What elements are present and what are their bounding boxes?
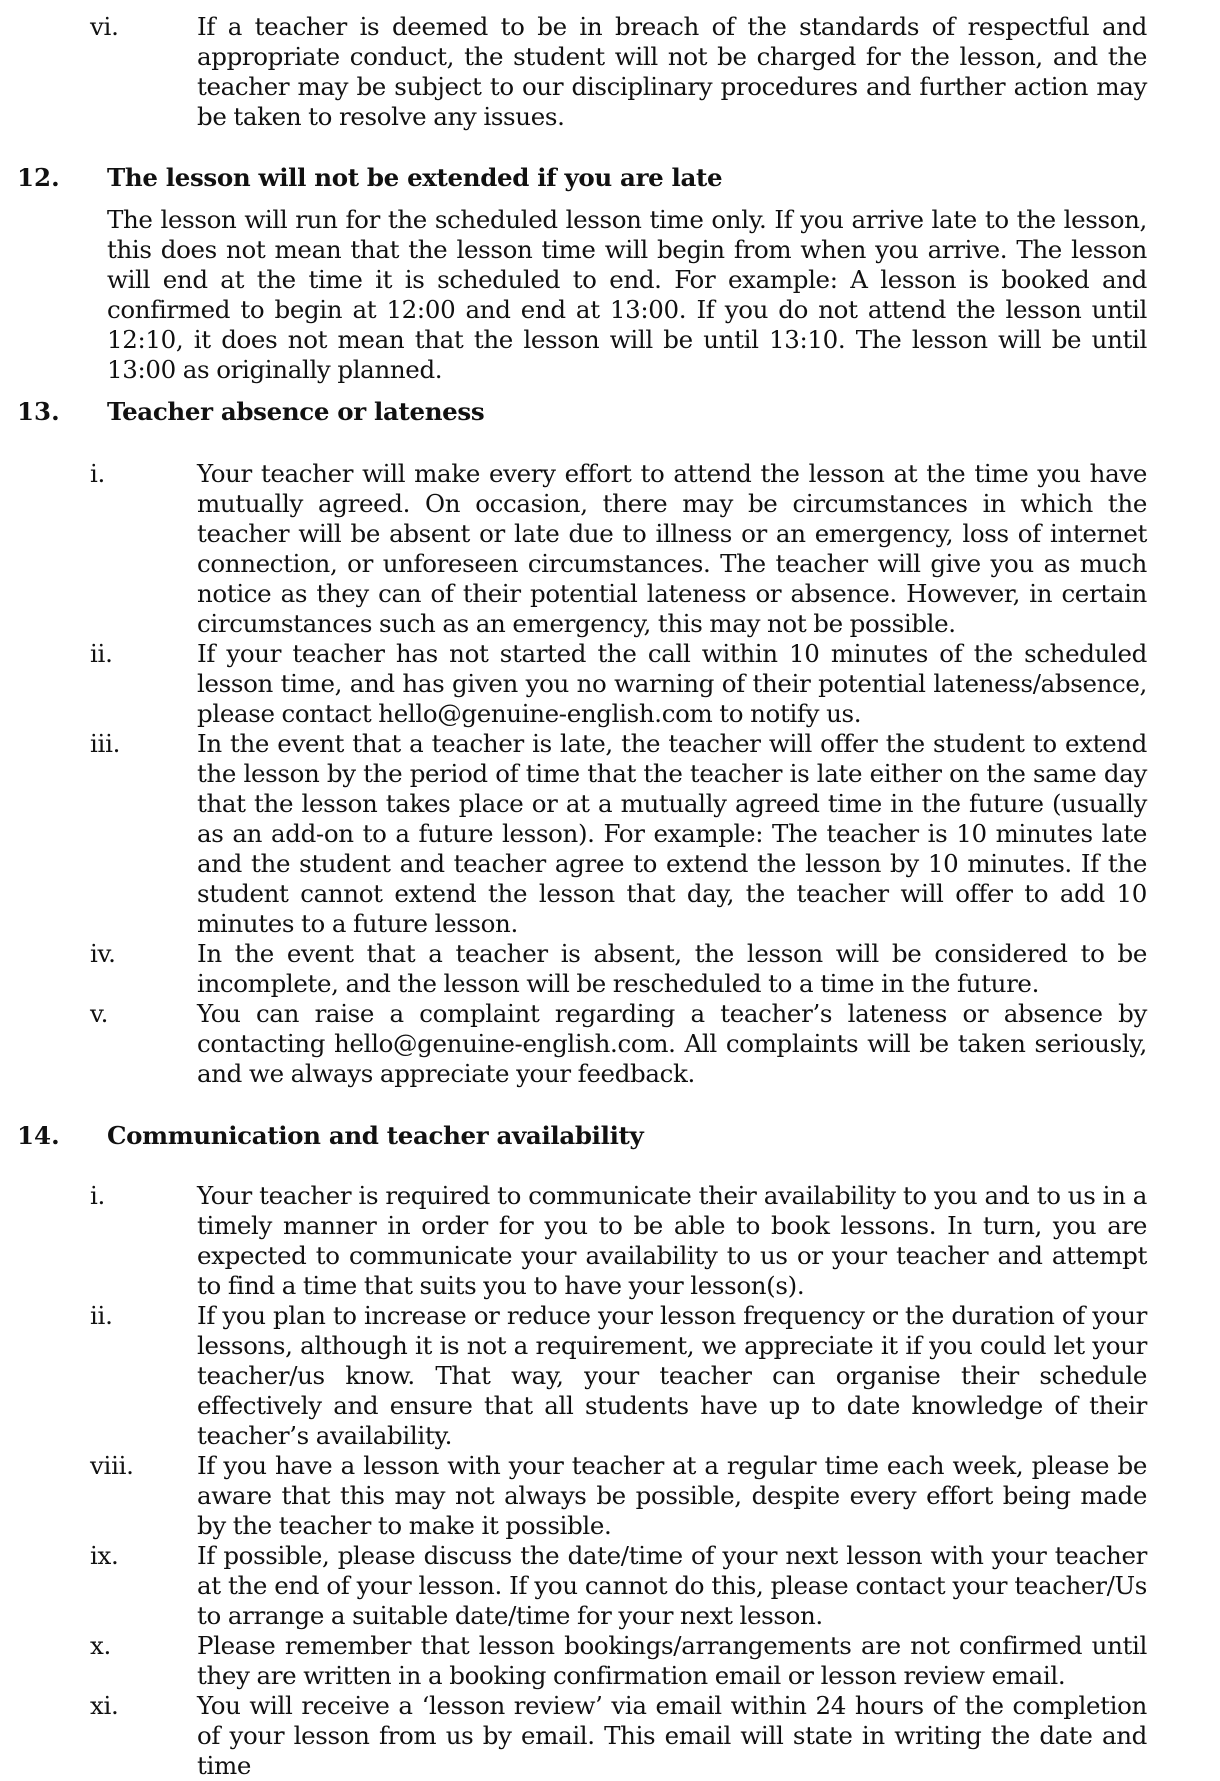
list-item-text: You can raise a complaint regarding a teacher’s lateness or absence by contacting hello@genuine-english.com. All complaints will be taken seriously, and we always appreciate your feedback. (197, 999, 1147, 1088)
list-item-text: In the event that a teacher is late, the teacher will offer the student to extend the lesson by the period of time that the teacher is late either on the same day that the lesson takes place or at a mutually agreed time in the future (usually as an add-on to a future lesson). For example: The teacher is 10 minutes late and the student and teacher agree to extend the lesson by 10 minutes. If the student cannot extend the lesson that day, the teacher will offer to add 10 minutes to a future lesson. (197, 729, 1147, 938)
list-item-text: In the event that a teacher is absent, the lesson will be considered to be incomplete, and the lesson will be rescheduled to a time in the future. (197, 939, 1147, 998)
list-item-number: v. (90, 999, 109, 1028)
list-item-text: If possible, please discuss the date/time of your next lesson with your teacher at the end of your lesson. If you cannot do this, please contact your teacher/Us to arrange a suitable date/time for your next lesson. (197, 1541, 1147, 1630)
list-item-text: If you plan to increase or reduce your lesson frequency or the duration of your lessons, although it is not a requirement, we appreciate it if you could let your teacher/us know. That way, your teacher can organise their schedule effectively and ensure that all students have up to date knowledge of their teacher’s availability. (197, 1301, 1147, 1450)
section-title: Teacher absence or lateness (107, 397, 485, 426)
list-item-text: Please remember that lesson bookings/arrangements are not confirmed until they are written in a booking confirmation email or lesson review email. (197, 1631, 1147, 1690)
list-item-number: xi. (90, 1691, 119, 1720)
list-item-number: ii. (90, 639, 113, 668)
list-item-text: Your teacher is required to communicate their availability to you and to us in a timely manner in order for you to be able to book lessons. In turn, you are expected to communicate your availability to us or your teacher and attempt to find a time that suits you to have your lesson(s). (197, 1181, 1147, 1300)
section-title: Communication and teacher availability (107, 1121, 644, 1150)
section-paragraph: The lesson will run for the scheduled lesson time only. If you arrive late to the lesson, this does not mean that the lesson time will begin from when you arrive. The lesson will end at the time it is scheduled to end. For example: A lesson is booked and confirmed to begin at 12:00 and end at 13:00. If you do not attend the lesson until 12:10, it does not mean that the lesson will be until 13:10. The lesson will be until 13:00 as originally planned. (107, 205, 1147, 384)
list-item-number: ii. (90, 1301, 113, 1330)
section-number: 14. (17, 1121, 60, 1150)
section-number: 13. (17, 397, 60, 426)
list-item-text: Your teacher will make every effort to attend the lesson at the time you have mutually agreed. On occasion, there may be circumstances in which the teacher will be absent or late due to illness or an emergency, loss of internet connection, or unforeseen circumstances. The teacher will give you as much notice as they can of their potential lateness or absence. However, in certain circumstances such as an emergency, this may not be possible. (197, 459, 1147, 638)
list-item-text: If you have a lesson with your teacher at a regular time each week, please be aware that this may not always be possible, despite every effort being made by the teacher to make it possible. (197, 1451, 1147, 1540)
list-item-number: x. (90, 1631, 112, 1660)
list-item-text: You will receive a ‘lesson review’ via email within 24 hours of the completion of your lesson from us by email. This email will state in writing the date and time (197, 1691, 1147, 1780)
list-item-number: iv. (90, 939, 116, 968)
list-item-number: vi. (90, 12, 119, 41)
list-item-number: i. (90, 1181, 106, 1210)
section-title: The lesson will not be extended if you are late (107, 163, 723, 192)
list-item-number: i. (90, 459, 106, 488)
list-item-text: If a teacher is deemed to be in breach of the standards of respectful and appropriate conduct, the student will not be charged for the lesson, and the teacher may be subject to our disciplinary procedures and further action may be taken to resolve any issues. (197, 12, 1147, 131)
list-item-text: If your teacher has not started the call within 10 minutes of the scheduled lesson time, and has given you no warning of their potential lateness/absence, please contact hello@genuine-english.com to notify us. (197, 639, 1147, 728)
section-number: 12. (17, 163, 60, 192)
list-item-number: iii. (90, 729, 121, 758)
list-item-number: ix. (90, 1541, 119, 1570)
list-item-number: viii. (90, 1451, 134, 1480)
